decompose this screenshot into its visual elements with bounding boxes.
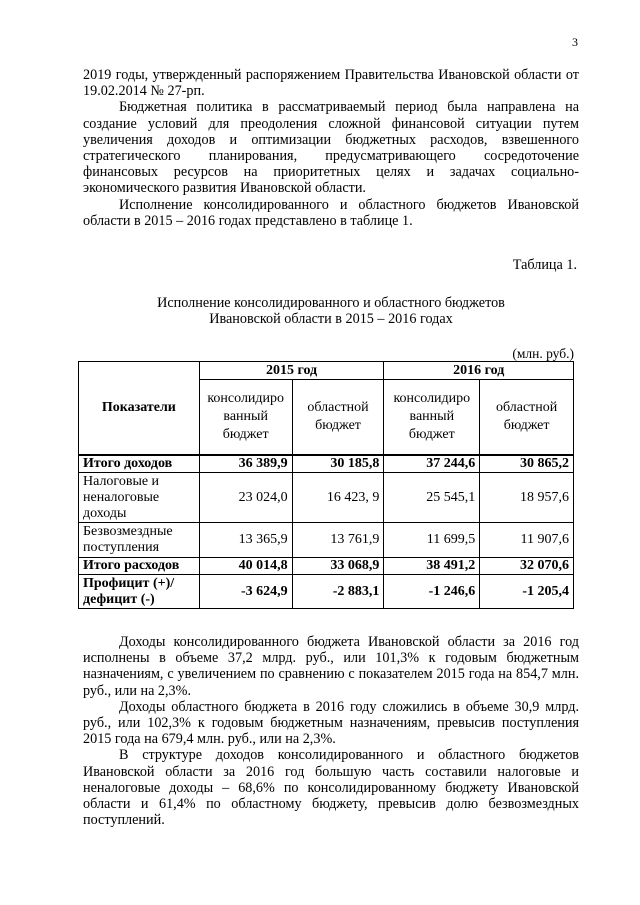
header-regional-2016: областной бюджет [480, 380, 574, 456]
cell-value: 38 491,2 [384, 558, 480, 575]
table-unit: (млн. руб.) [512, 346, 574, 361]
cell-value: 23 024,0 [199, 473, 292, 523]
cell-value: 16 423, 9 [292, 473, 384, 523]
table-title-line: Исполнение консолидированного и областного бюджетов [157, 295, 505, 311]
paragraph: Доходы областного бюджета в 2016 году сложились в объеме 30,9 млрд. руб., или 102,3% к годовым бюджетным назначениям, превысив поступления 2015 года на 679,4 млн. руб., или на 2,3%. [83, 698, 579, 748]
cell-value: -3 624,9 [199, 575, 292, 609]
table-row [79, 455, 574, 473]
cell-value: 40 014,8 [199, 558, 292, 575]
row-label: Итого расходов [79, 558, 200, 575]
cell-value: 13 365,9 [199, 523, 292, 558]
cell-value: 30 865,2 [480, 455, 574, 473]
header-consolidated-2015: консолидиро ванный бюджет [199, 380, 292, 456]
row-label: Безвозмездные поступления [79, 523, 200, 558]
header-regional-2015: областной бюджет [292, 380, 384, 456]
cell-value: 30 185,8 [292, 455, 384, 473]
paragraph: Доходы консолидированного бюджета Ивановской области за 2016 год исполнены в объеме 37,2 млрд. руб., или 101,3% к годовым бюджетным назначениям, с увеличением по сравнению с показателем 2015 года на 854,7 млн. руб., или на 2,3%. [83, 634, 579, 699]
table-row [79, 558, 574, 575]
cell-value: 11 699,5 [384, 523, 480, 558]
cell-value: -2 883,1 [292, 575, 384, 609]
cell-value: -1 246,6 [384, 575, 480, 609]
paragraph: В структуре доходов консолидированного и областного бюджетов Ивановской области за 2016 год большую часть составили налоговые и неналоговые доходы – 68,6% по консолидированному бюджету Ивановской области и 61,4% по областному бюджету, превысив долю безвозмездных поступлений. [83, 747, 579, 829]
cell-value: -1 205,4 [480, 575, 574, 609]
paragraph: 2019 годы, утвержденный распоряжением Правительства Ивановской области от 19.02.2014 № 27-рп. [83, 67, 579, 100]
page-number: 3 [572, 35, 578, 49]
cell-value: 32 070,6 [480, 558, 574, 575]
paragraph: Бюджетная политика в рассматриваемый период была направлена на создание условий для преодоления сложной финансовой ситуации путем увеличения доходов и оптимизации бюджетных расходов, взвешенного стратегического планирования, предусматривающего сосредоточение финансовых ресурсов на приоритетных целях и задачах социально-экономического развития Ивановской области. [83, 99, 579, 197]
cell-value: 18 957,6 [480, 473, 574, 523]
cell-value: 36 389,9 [199, 455, 292, 473]
cell-value: 25 545,1 [384, 473, 480, 523]
cell-value: 13 761,9 [292, 523, 384, 558]
paragraph: Исполнение консолидированного и областного бюджетов Ивановской области в 2015 – 2016 годах представлено в таблице 1. [83, 196, 579, 229]
header-year-2016: 2016 год [384, 362, 574, 380]
header-indicators: Показатели [79, 362, 200, 456]
table-row [79, 575, 574, 609]
row-label: Налоговые и неналоговые доходы [79, 473, 200, 523]
budget-table [78, 361, 574, 609]
table-title [83, 295, 579, 327]
table-label: Таблица 1. [512, 257, 577, 273]
intro-text [83, 67, 579, 229]
header-year-2015: 2015 год [199, 362, 384, 380]
cell-value: 37 244,6 [384, 455, 480, 473]
analysis-text [83, 634, 579, 828]
header-consolidated-2016: консолидиро ванный бюджет [384, 380, 480, 456]
table-title-line: Ивановской области в 2015 – 2016 годах [209, 311, 453, 327]
row-label: Итого доходов [79, 455, 200, 473]
cell-value: 11 907,6 [480, 523, 574, 558]
table-row [79, 523, 574, 558]
table-row [79, 473, 574, 523]
row-label: Профицит (+)/ дефицит (-) [79, 575, 200, 609]
cell-value: 33 068,9 [292, 558, 384, 575]
